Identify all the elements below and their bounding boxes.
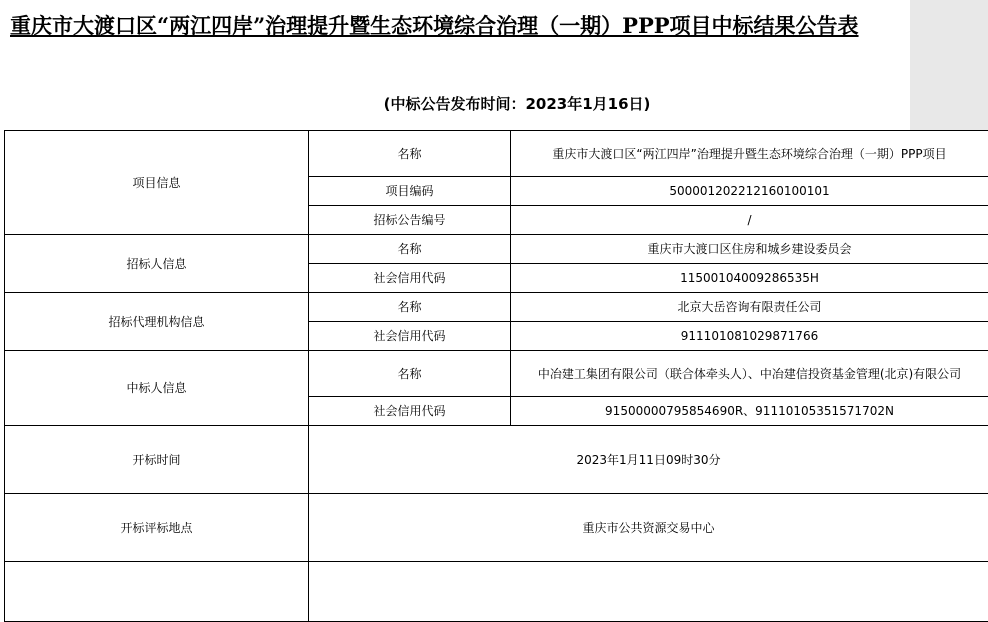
table-row xyxy=(5,562,988,622)
field-label: 项目编码 xyxy=(309,177,511,206)
project-name-value: 重庆市大渡口区“两江四岸”治理提升暨生态环境综合治理（一期）PPP项目 xyxy=(511,131,988,177)
opening-time-value: 2023年1月11日09时30分 xyxy=(309,426,988,494)
tenderer-credit-value: 11500104009286535H xyxy=(511,264,988,293)
tenderer-name-value: 重庆市大渡口区住房和城乡建设委员会 xyxy=(511,235,988,264)
project-code-value: 500001202212160100101 xyxy=(511,177,988,206)
table-row xyxy=(5,131,988,177)
empty-cell xyxy=(5,562,309,622)
section-label-agency: 招标代理机构信息 xyxy=(5,293,309,351)
table-row xyxy=(5,235,988,264)
field-label: 招标公告编号 xyxy=(309,206,511,235)
field-label: 社会信用代码 xyxy=(309,322,511,351)
field-label: 名称 xyxy=(309,235,511,264)
winner-credit-value: 91500000795854690R、91110105351571702N xyxy=(511,397,988,426)
table-row xyxy=(5,293,988,322)
agency-name-value: 北京大岳咨询有限责任公司 xyxy=(511,293,988,322)
section-label-tenderer: 招标人信息 xyxy=(5,235,309,293)
section-label-winner: 中标人信息 xyxy=(5,351,309,426)
field-label: 社会信用代码 xyxy=(309,264,511,293)
notice-number-value: / xyxy=(511,206,988,235)
document-title: 重庆市大渡口区“两江四岸”治理提升暨生态环境综合治理（一期）PPP项目中标结果公告表 xyxy=(10,10,910,40)
section-label-opening: 开标时间 xyxy=(5,426,309,494)
section-label-location: 开标评标地点 xyxy=(5,494,309,562)
field-label: 名称 xyxy=(309,131,511,177)
field-label: 名称 xyxy=(309,351,511,397)
agency-credit-value: 911101081029871766 xyxy=(511,322,988,351)
empty-cell xyxy=(309,562,988,622)
result-table xyxy=(4,130,988,622)
publish-time: (中标公告发布时间：2023年1月16日) xyxy=(0,93,988,114)
field-label: 社会信用代码 xyxy=(309,397,511,426)
field-label: 名称 xyxy=(309,293,511,322)
table-row xyxy=(5,494,988,562)
table-row xyxy=(5,351,988,397)
winner-name-value: 中冶建工集团有限公司（联合体牵头人）、中冶建信投资基金管理(北京)有限公司 xyxy=(511,351,988,397)
location-value: 重庆市公共资源交易中心 xyxy=(309,494,988,562)
section-label-project: 项目信息 xyxy=(5,131,309,235)
table-row xyxy=(5,426,988,494)
